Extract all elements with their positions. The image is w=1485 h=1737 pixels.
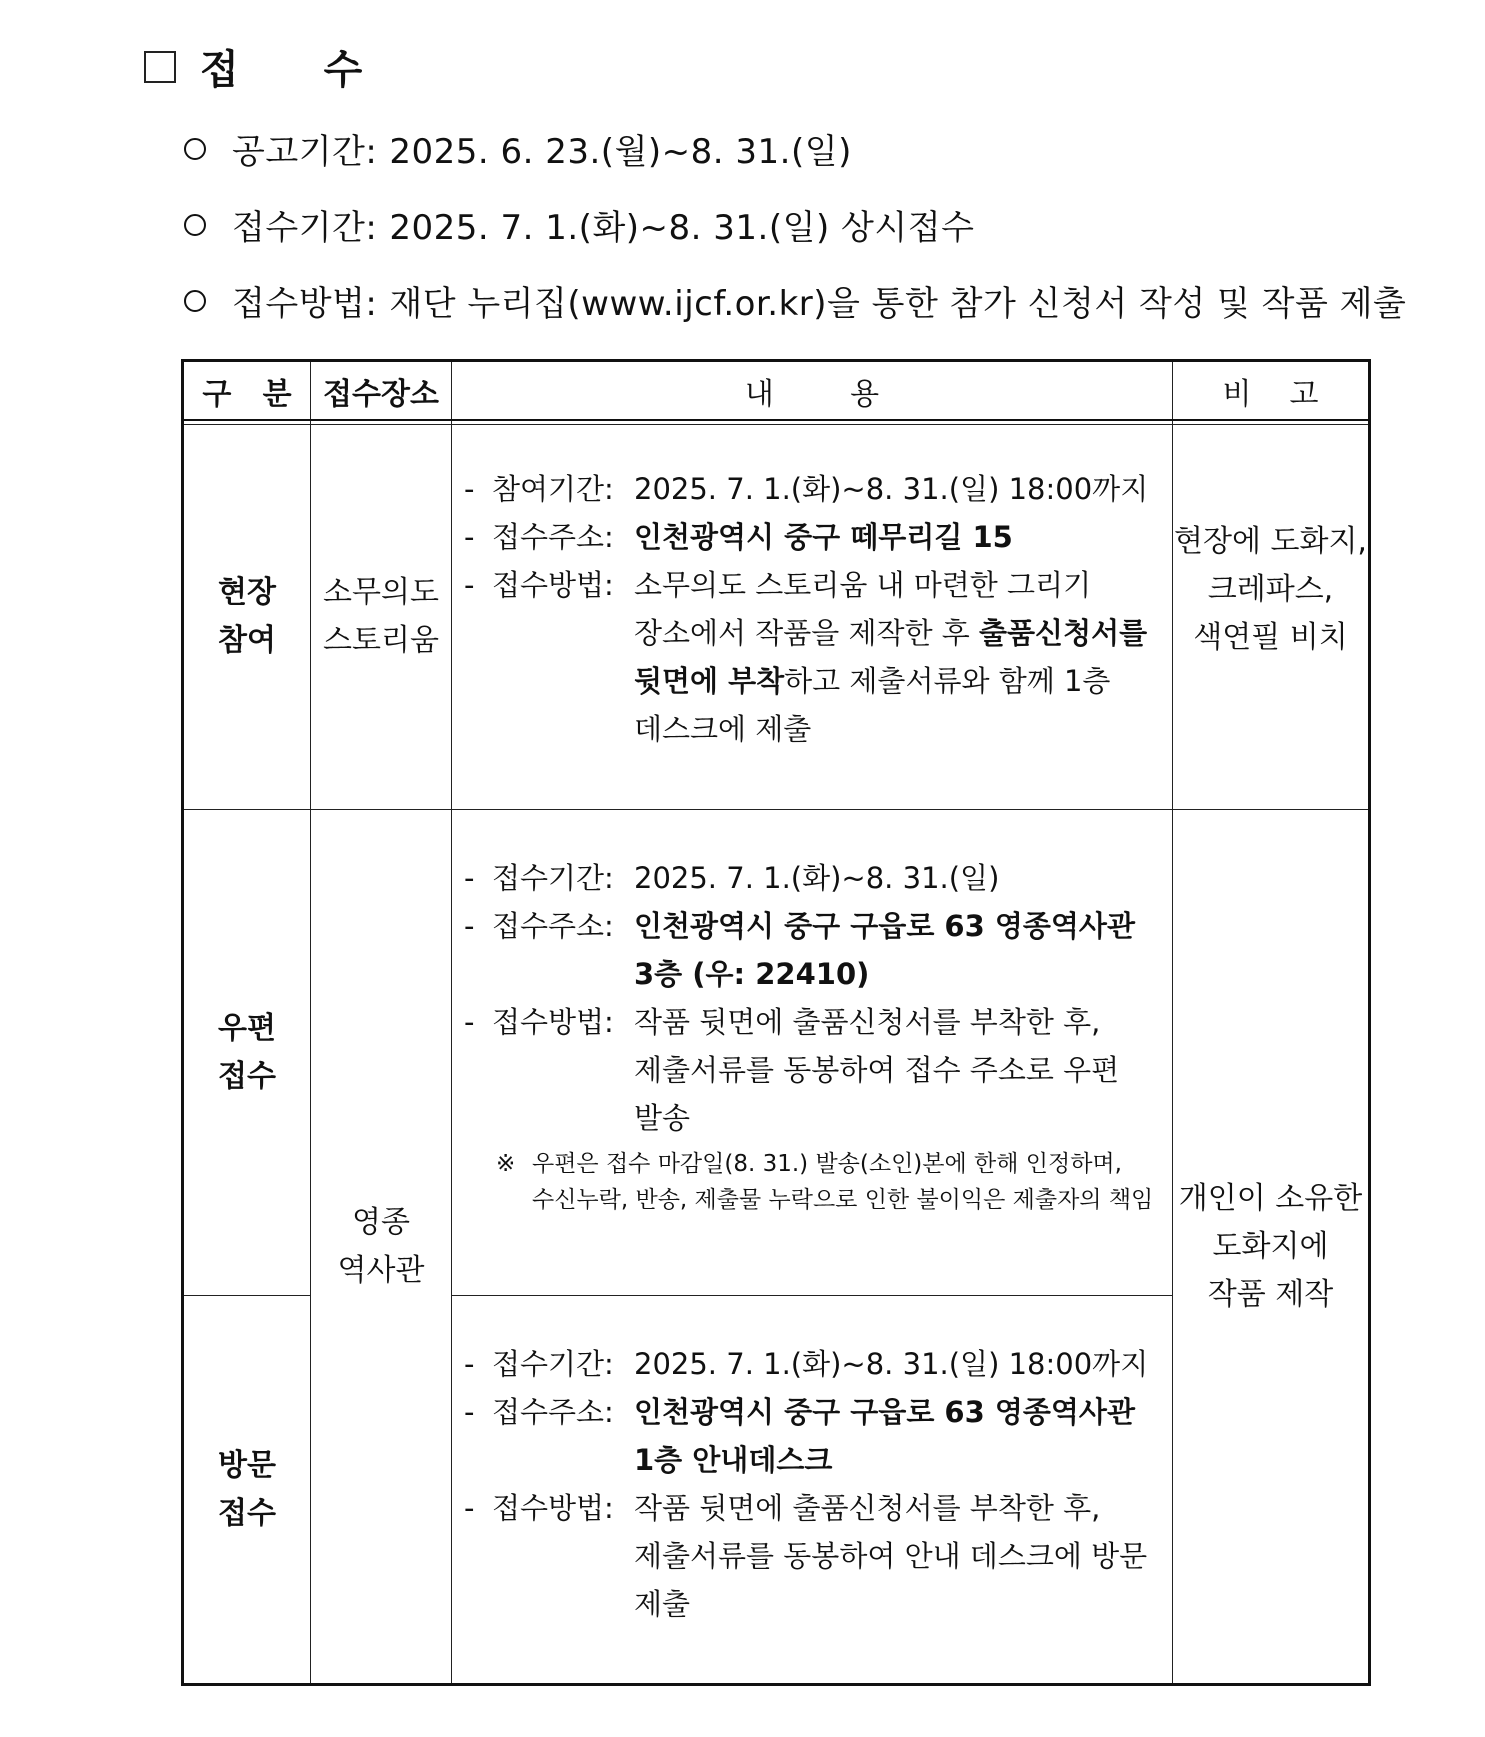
category-line: 방문 bbox=[218, 1447, 276, 1483]
header-category: 구 분 bbox=[202, 376, 292, 412]
category-postal bbox=[184, 810, 310, 1295]
header-divider bbox=[184, 419, 1368, 421]
item-label: 접수기간: bbox=[492, 861, 614, 895]
bullet-label: 접수방법: bbox=[232, 284, 378, 324]
bullet-label: 접수기간: bbox=[232, 208, 378, 248]
circle-bullet-icon bbox=[184, 290, 206, 312]
category-line: 접수 bbox=[218, 1058, 276, 1094]
remark-onsite bbox=[1173, 425, 1368, 755]
onsite-content bbox=[464, 465, 1158, 753]
method-text: 소무의도 스토리움 내 마련한 그리기 장소에서 작품을 제작한 후 bbox=[634, 568, 1092, 650]
header-content: 내 용 bbox=[744, 376, 880, 412]
item-label: 접수방법: bbox=[492, 568, 614, 602]
section-header bbox=[144, 38, 362, 95]
place-history-museum bbox=[311, 810, 451, 1683]
category-line: 우편 bbox=[218, 1010, 276, 1046]
list-item: - 접수방법: 소무의도 스토리움 내 마련한 그리기 장소에서 작품을 제작한 후 출품신청서를 뒷면에 부착하고 제출서류와 함께 1층 데스크에 제출 bbox=[464, 561, 1158, 753]
place-line: 역사관 bbox=[337, 1252, 425, 1288]
item-value: 인천광역시 중구 구읍로 63 영종역사관 3층 (우: 22410) bbox=[634, 909, 1135, 991]
header-remarks: 비 고 bbox=[1222, 376, 1319, 412]
postal-content bbox=[464, 854, 1158, 1218]
place-line: 소무의도 bbox=[323, 575, 439, 610]
item-label: 접수기간: bbox=[492, 1347, 614, 1381]
bullet-value: 재단 누리집(www.ijcf.or.kr)을 통한 참가 신청서 작성 및 작품 제출 bbox=[389, 284, 1407, 324]
category-onsite bbox=[184, 425, 310, 809]
item-label: 접수방법: bbox=[492, 1491, 614, 1525]
bullet-value: 2025. 7. 1.(화)~8. 31.(일) 상시접수 bbox=[389, 208, 975, 248]
place-line: 영종 bbox=[352, 1204, 410, 1240]
bullet-label: 공고기간: bbox=[232, 132, 378, 172]
item-label: 접수방법: bbox=[492, 1005, 614, 1039]
list-item: - 접수주소: 인천광역시 중구 구읍로 63 영종역사관 1층 안내데스크 bbox=[464, 1388, 1158, 1484]
list-item: - 접수주소: 인천광역시 중구 구읍로 63 영종역사관 3층 (우: 22410) bbox=[464, 902, 1158, 998]
item-value bbox=[634, 561, 1158, 753]
item-value: 인천광역시 중구 떼무리길 15 bbox=[634, 520, 1013, 554]
item-value: 2025. 7. 1.(화)~8. 31.(일) 18:00까지 bbox=[634, 472, 1149, 506]
item-label: 접수주소: bbox=[492, 1395, 614, 1429]
row-divider bbox=[451, 1295, 1172, 1296]
item-value: 작품 뒷면에 출품신청서를 부착한 후, 제출서류를 동봉하여 접수 주소로 우편 발송 bbox=[634, 1005, 1120, 1135]
list-item: - 접수주소: 인천광역시 중구 떼무리길 15 bbox=[464, 513, 1158, 561]
method-bold-text: 출품신청서를 뒷면에 부착 bbox=[634, 616, 1148, 698]
item-label: 접수주소: bbox=[492, 520, 614, 554]
remark-line: 도화지에 bbox=[1212, 1228, 1329, 1264]
remark-shared bbox=[1173, 810, 1368, 1683]
postal-note bbox=[464, 1146, 1158, 1218]
visit-content bbox=[464, 1340, 1158, 1628]
bullet-receipt-period bbox=[184, 200, 974, 249]
remark-line: 크레파스, bbox=[1207, 572, 1334, 607]
list-item: - 접수방법: 작품 뒷면에 출품신청서를 부착한 후, 제출서류를 동봉하여 안내 데스크에 방문 제출 bbox=[464, 1484, 1158, 1628]
category-line: 접수 bbox=[218, 1495, 276, 1531]
note-text: 우편은 접수 마감일(8. 31.) 발송(소인)본에 한해 인정하며, 수신누락, 반송, 제출물 누락으로 인한 불이익은 제출자의 책임 bbox=[532, 1151, 1154, 1213]
circle-bullet-icon bbox=[184, 138, 206, 160]
list-item: - 접수방법: 작품 뒷면에 출품신청서를 부착한 후, 제출서류를 동봉하여 접수 주소로 우편 발송 bbox=[464, 998, 1158, 1142]
receipt-table bbox=[181, 359, 1371, 1686]
item-label: 참여기간: bbox=[492, 472, 614, 506]
list-item: - 접수기간: 2025. 7. 1.(화)~8. 31.(일) bbox=[464, 854, 1158, 902]
circle-bullet-icon bbox=[184, 214, 206, 236]
remark-line: 개인이 소유한 bbox=[1178, 1180, 1363, 1216]
note-mark-icon: ※ bbox=[496, 1151, 516, 1177]
list-item: - 접수기간: 2025. 7. 1.(화)~8. 31.(일) 18:00까지 bbox=[464, 1340, 1158, 1388]
item-value: 작품 뒷면에 출품신청서를 부착한 후, 제출서류를 동봉하여 안내 데스크에 방문 제출 bbox=[634, 1491, 1148, 1621]
checkbox-square-icon bbox=[144, 51, 176, 83]
place-line: 스토리움 bbox=[323, 623, 439, 658]
header-place: 접수장소 bbox=[323, 376, 439, 412]
remark-line: 색연필 비치 bbox=[1193, 620, 1348, 655]
item-value: 인천광역시 중구 구읍로 63 영종역사관 1층 안내데스크 bbox=[634, 1395, 1135, 1477]
bullet-value: 2025. 6. 23.(월)~8. 31.(일) bbox=[389, 132, 852, 172]
bullet-receipt-method bbox=[184, 276, 1406, 325]
remark-line: 작품 제작 bbox=[1207, 1276, 1334, 1312]
item-value: 2025. 7. 1.(화)~8. 31.(일) bbox=[634, 861, 1000, 895]
category-visit bbox=[184, 1296, 310, 1683]
place-storium bbox=[311, 425, 451, 809]
column-divider bbox=[451, 362, 452, 1683]
method-text: 하고 제출서류와 함께 1층 데스크에 제출 bbox=[634, 664, 1111, 746]
bullet-notice-period bbox=[184, 124, 852, 173]
category-line: 참여 bbox=[218, 623, 276, 658]
remark-line: 현장에 도화지, bbox=[1174, 524, 1367, 559]
item-label: 접수주소: bbox=[492, 909, 614, 943]
category-line: 현장 bbox=[218, 575, 276, 610]
list-item: - 참여기간: 2025. 7. 1.(화)~8. 31.(일) 18:00까지 bbox=[464, 465, 1158, 513]
item-value: 2025. 7. 1.(화)~8. 31.(일) 18:00까지 bbox=[634, 1347, 1149, 1381]
section-title-1: 접 bbox=[200, 47, 240, 93]
section-title-2: 수 bbox=[323, 47, 363, 93]
